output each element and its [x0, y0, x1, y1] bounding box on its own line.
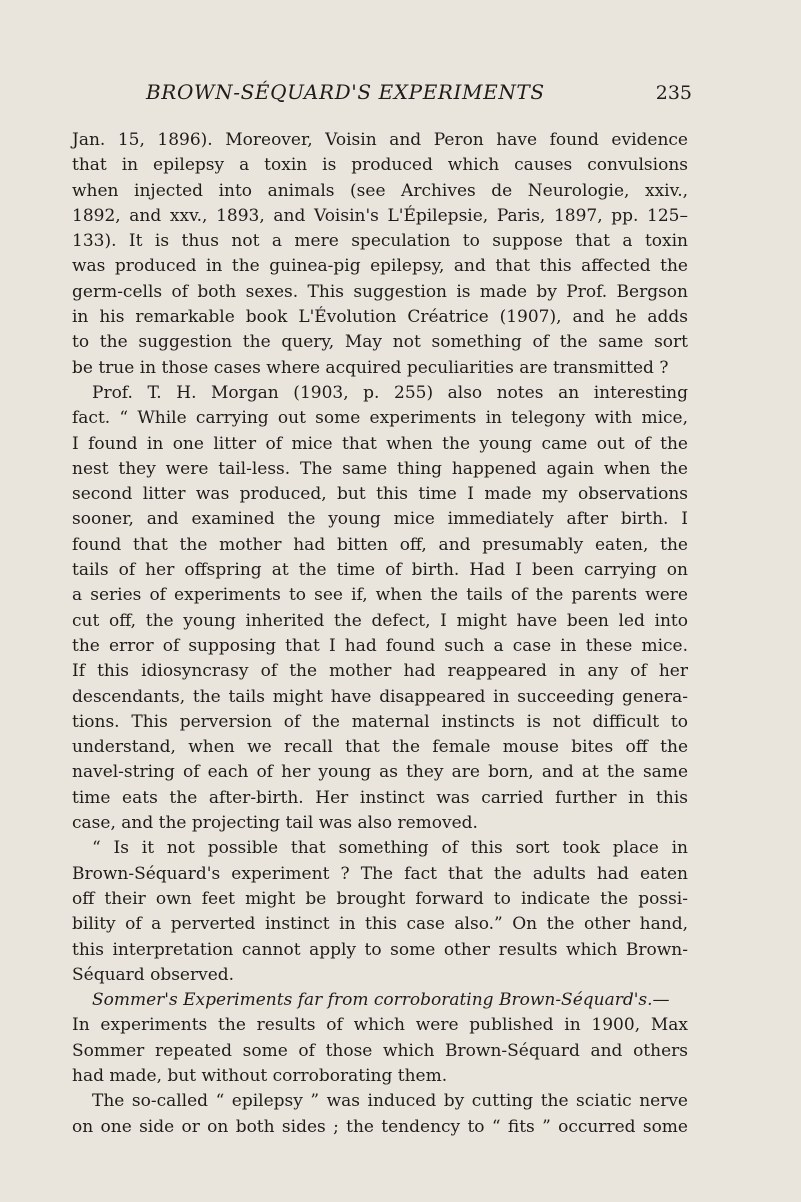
text-line: case, and the projecting tail was also removed. — [72, 813, 478, 834]
text-line: in his remarkable book L'Évolution Créatrice (1907), and he adds — [72, 307, 688, 328]
text-line: germ-cells of both sexes. This suggestion is made by Prof. Bergson — [72, 281, 688, 302]
running-head — [72, 80, 692, 110]
text-line: nest they were tail-less. The same thing happened again when the — [72, 458, 688, 479]
text-line: tions. This perversion of the maternal instincts is not difficult to — [72, 711, 688, 732]
text-line: In experiments the results of which were published in 1900, Max — [72, 1015, 688, 1036]
text-line: off their own feet might be brought forward to indicate the possi- — [72, 888, 688, 909]
paragraph-block — [72, 128, 688, 988]
text-line: the error of supposing that I had found such a case in these mice. — [72, 635, 688, 656]
text-line: tails of her offspring at the time of birth. Had I been carrying on — [72, 560, 688, 581]
text-line: descendants, the tails might have disappeared in succeeding genera- — [72, 686, 688, 707]
text-line: 1892, and xxv., 1893, and Voisin's L'Épilepsie, Paris, 1897, pp. 125– — [72, 205, 688, 226]
text-line: Jan. 15, 1896). Moreover, Voisin and Peron have found evidence — [72, 130, 688, 150]
body-text — [72, 128, 688, 1140]
text-line: Brown-Séquard's experiment ? The fact that the adults had eaten — [72, 863, 688, 884]
section-paragraph-block — [72, 1013, 688, 1139]
text-line: 133). It is thus not a mere speculation to suppose that a toxin — [72, 231, 688, 252]
text-line: time eats the after-birth. Her instinct was carried further in this — [72, 787, 688, 808]
text-line: understand, when we recall that the female mouse bites off the — [72, 737, 688, 758]
text-line: found that the mother had bitten off, and presumably eaten, the — [72, 534, 688, 555]
text-line: Sommer repeated some of those which Brown-Séquard and others — [72, 1040, 688, 1061]
text-line: If this idiosyncrasy of the mother had reappeared in any of her — [72, 661, 688, 682]
text-line: second litter was produced, but this time I made my observations — [72, 484, 688, 505]
text-line: navel-string of each of her young as they are born, and at the same — [72, 762, 688, 783]
text-line: The so-called “ epilepsy ” was induced by cutting the sciatic nerve — [92, 1091, 688, 1112]
text-line: when injected into animals (see Archives de Neurologie, xxiv., — [72, 180, 688, 201]
text-line: cut off, the young inherited the defect, I might have been led into — [72, 610, 688, 631]
text-line: to the suggestion the query, May not something of the same sort — [72, 332, 688, 353]
text-line: had made, but without corroborating them. — [72, 1065, 448, 1086]
running-title: BROWN-SÉQUARD'S EXPERIMENTS — [146, 80, 545, 104]
text-line: fact. “ While carrying out some experiments in telegony with mice, — [72, 408, 688, 429]
text-line: I found in one litter of mice that when the young came out of the — [72, 433, 688, 454]
text-line: that in epilepsy a toxin is produced which causes convulsions — [72, 155, 688, 176]
text-line: Séquard observed. — [72, 964, 235, 985]
text-line: sooner, and examined the young mice immediately after birth. I — [72, 509, 688, 530]
text-line: “ Is it not possible that something of this sort took place in — [92, 838, 688, 859]
page-number: 235 — [655, 82, 692, 104]
text-line: be true in those cases where acquired peculiarities are transmitted ? — [72, 357, 669, 378]
text-line: was produced in the guinea-pig epilepsy, and that this affected the — [72, 256, 688, 277]
text-line: on one side or on both sides ; the tendency to “ fits ” occurred some — [72, 1116, 688, 1137]
text-line: Prof. T. H. Morgan (1903, p. 255) also notes an interesting — [92, 382, 688, 403]
text-line: this interpretation cannot apply to some other results which Brown- — [72, 939, 688, 960]
section-heading: Sommer's Experiments far from corroborating Brown-Séquard's.— — [92, 990, 670, 1011]
text-line: bility of a perverted instinct in this case also.” On the other hand, — [72, 914, 688, 935]
text-line: a series of experiments to see if, when the tails of the parents were — [72, 585, 688, 606]
